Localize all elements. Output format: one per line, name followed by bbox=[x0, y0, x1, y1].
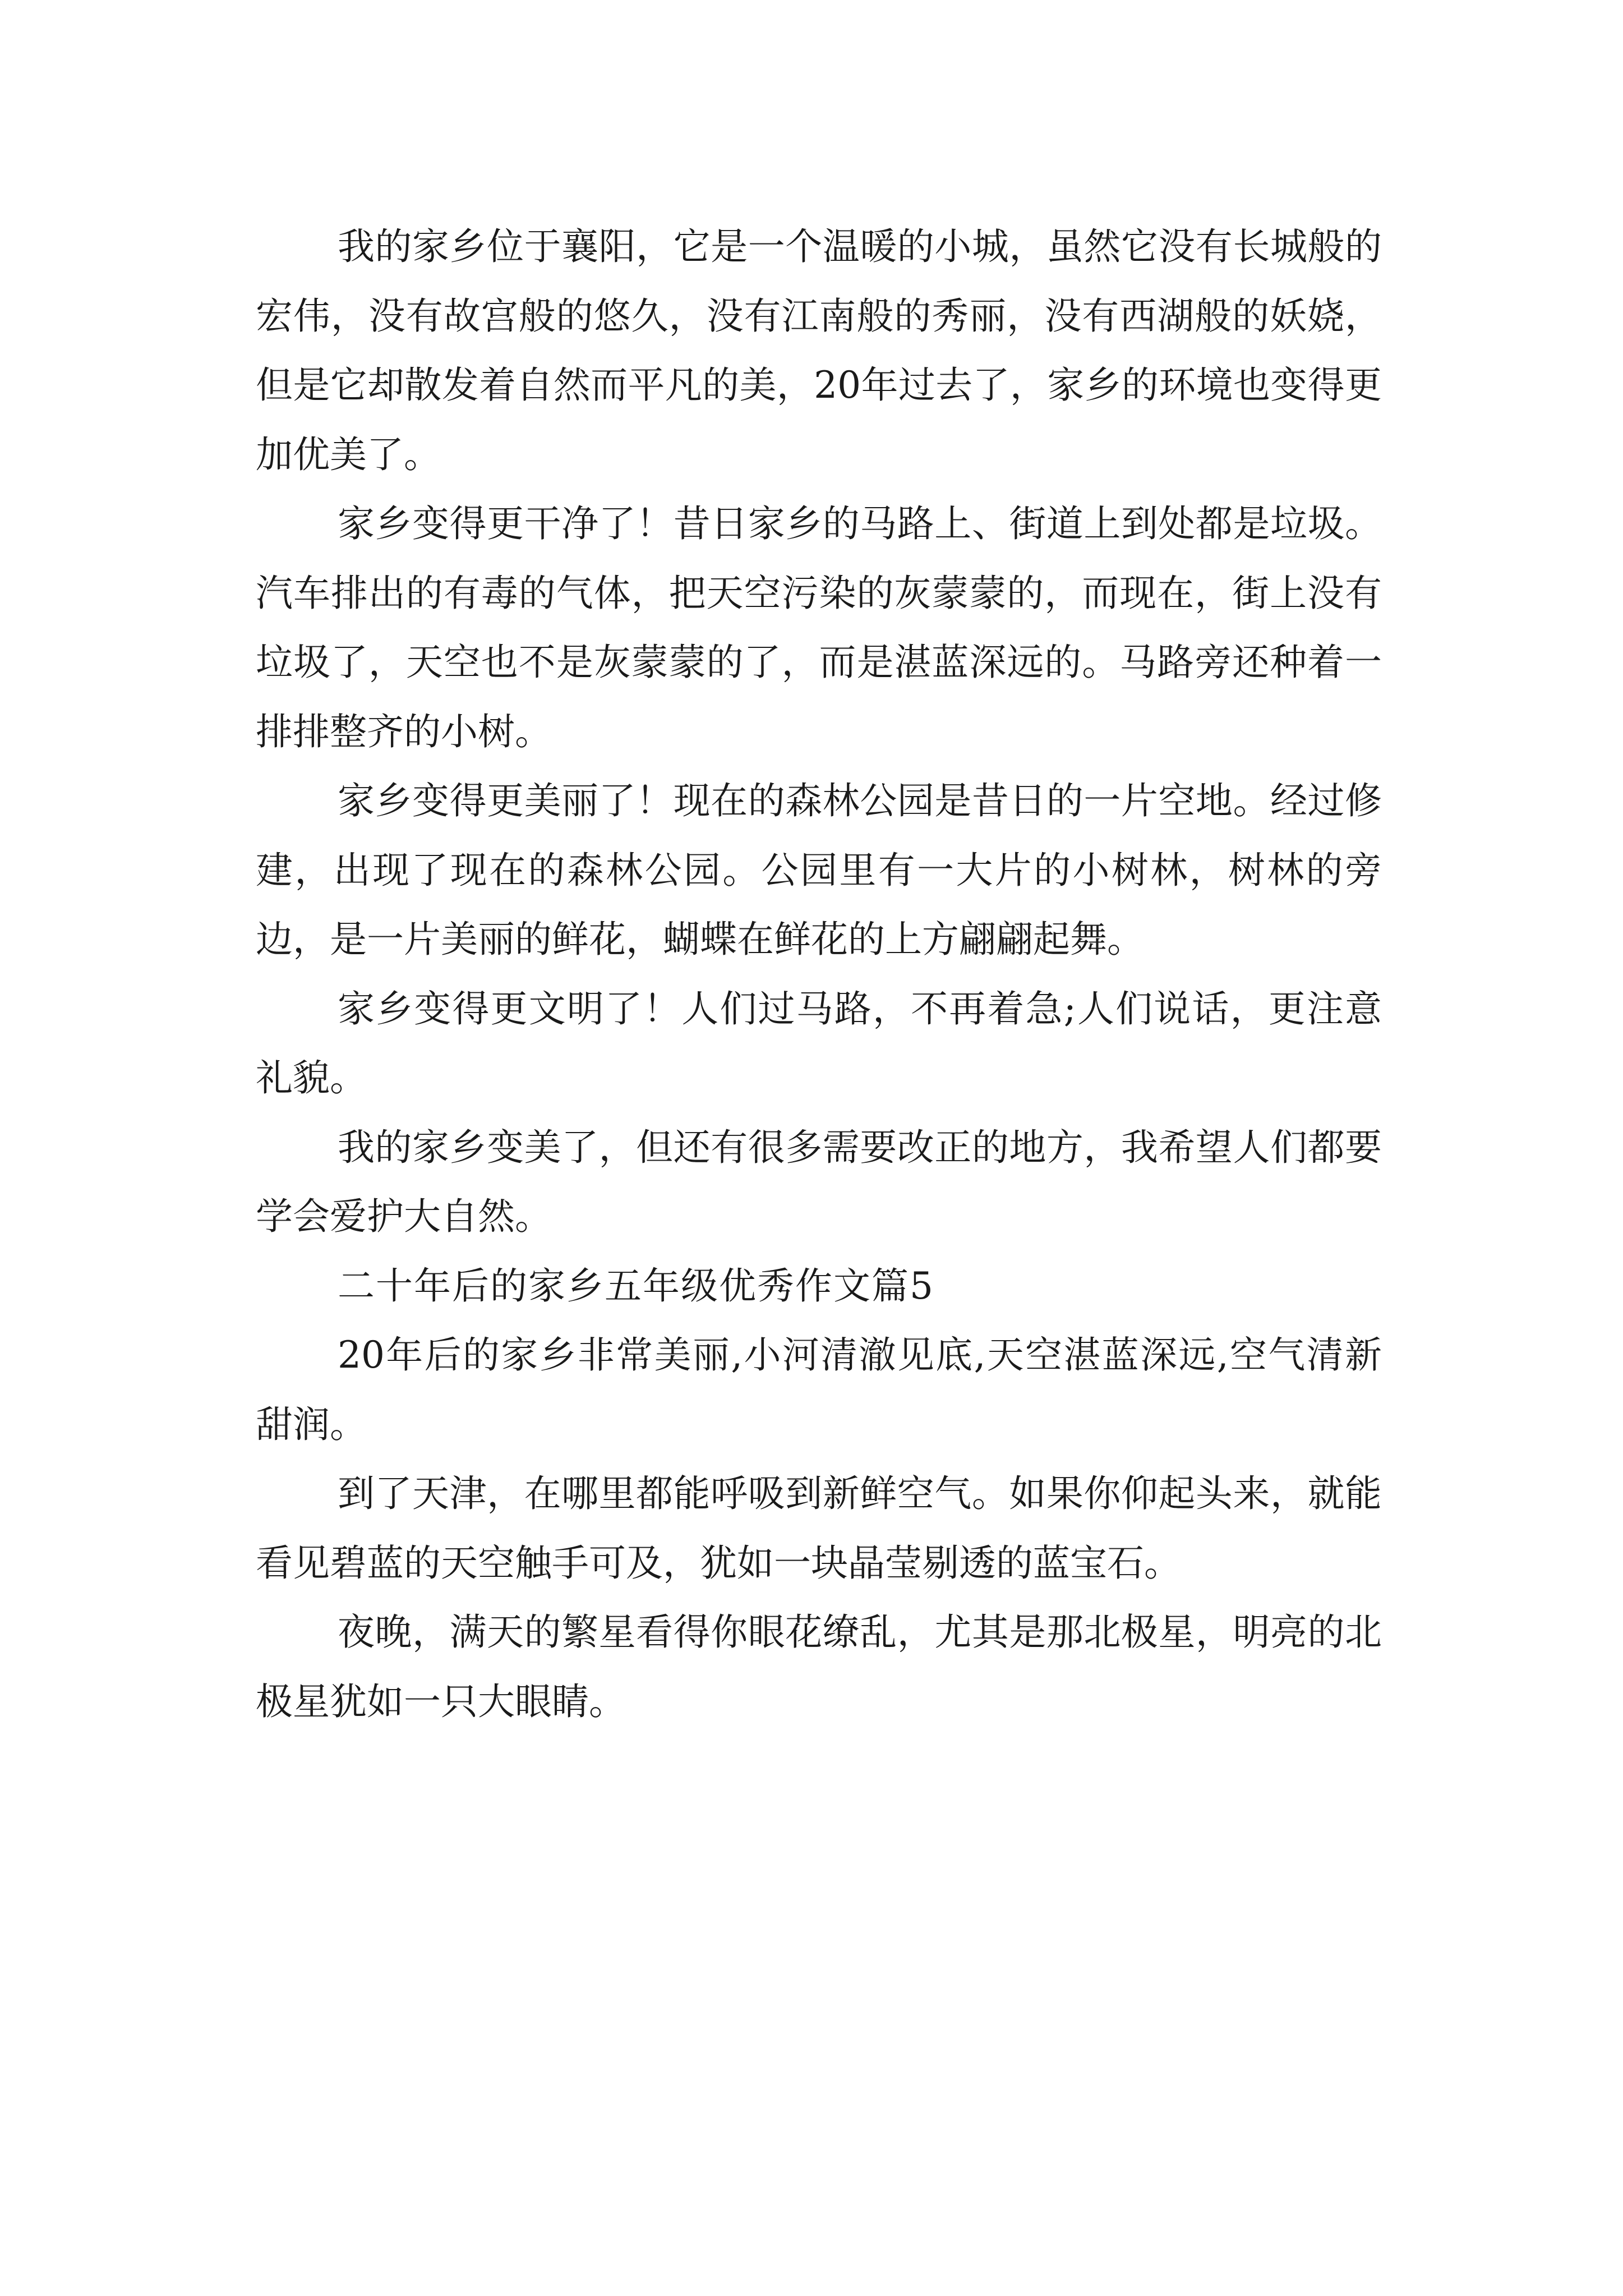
paragraph-cleaner: 家乡变得更干净了！昔日家乡的马路上、街道上到处都是垃圾。汽车排出的有毒的气体，把天空污染的灰蒙蒙的，而现在，街上没有垃圾了，天空也不是灰蒙蒙的了，而是湛蓝深远的。马路旁还种着一排排整齐的小树。 bbox=[256, 502, 1382, 753]
section-title: 二十年后的家乡五年级优秀作文篇5 bbox=[338, 1264, 934, 1308]
paragraph-tianjin: 到了天津，在哪里都能呼吸到新鲜空气。如果你仰起头来，就能看见碧蓝的天空触手可及，犹如一块晶莹剔透的蓝宝石。 bbox=[256, 1472, 1382, 1585]
paragraph-hometown-intro: 我的家乡位于襄阳，它是一个温暖的小城，虽然它没有长城般的宏伟，没有故宫般的悠久，没有江南般的秀丽，没有西湖般的妖娆，但是它却散发着自然而平凡的美，20年过去了，家乡的环境也变得更加优美了。 bbox=[256, 225, 1382, 476]
paragraph-hope: 我的家乡变美了，但还有很多需要改正的地方，我希望人们都要学会爱护大自然。 bbox=[256, 1125, 1382, 1238]
paragraph-more-civilized: 家乡变得更文明了！人们过马路，不再着急;人们说话，更注意礼貌。 bbox=[256, 987, 1382, 1099]
paragraph-night-stars: 夜晚，满天的繁星看得你眼花缭乱，尤其是那北极星，明亮的北极星犹如一只大眼睛。 bbox=[256, 1611, 1382, 1723]
paragraph-future-hometown: 20年后的家乡非常美丽,小河清澈见底,天空湛蓝深远,空气清新甜润。 bbox=[256, 1333, 1382, 1446]
essay-body bbox=[256, 212, 1382, 1736]
paragraph-more-beautiful: 家乡变得更美丽了！现在的森林公园是昔日的一片空地。经过修建，出现了现在的森林公园。公园里有一大片的小树林，树林的旁边，是一片美丽的鲜花，蝴蝶在鲜花的上方翩翩起舞。 bbox=[256, 779, 1382, 961]
